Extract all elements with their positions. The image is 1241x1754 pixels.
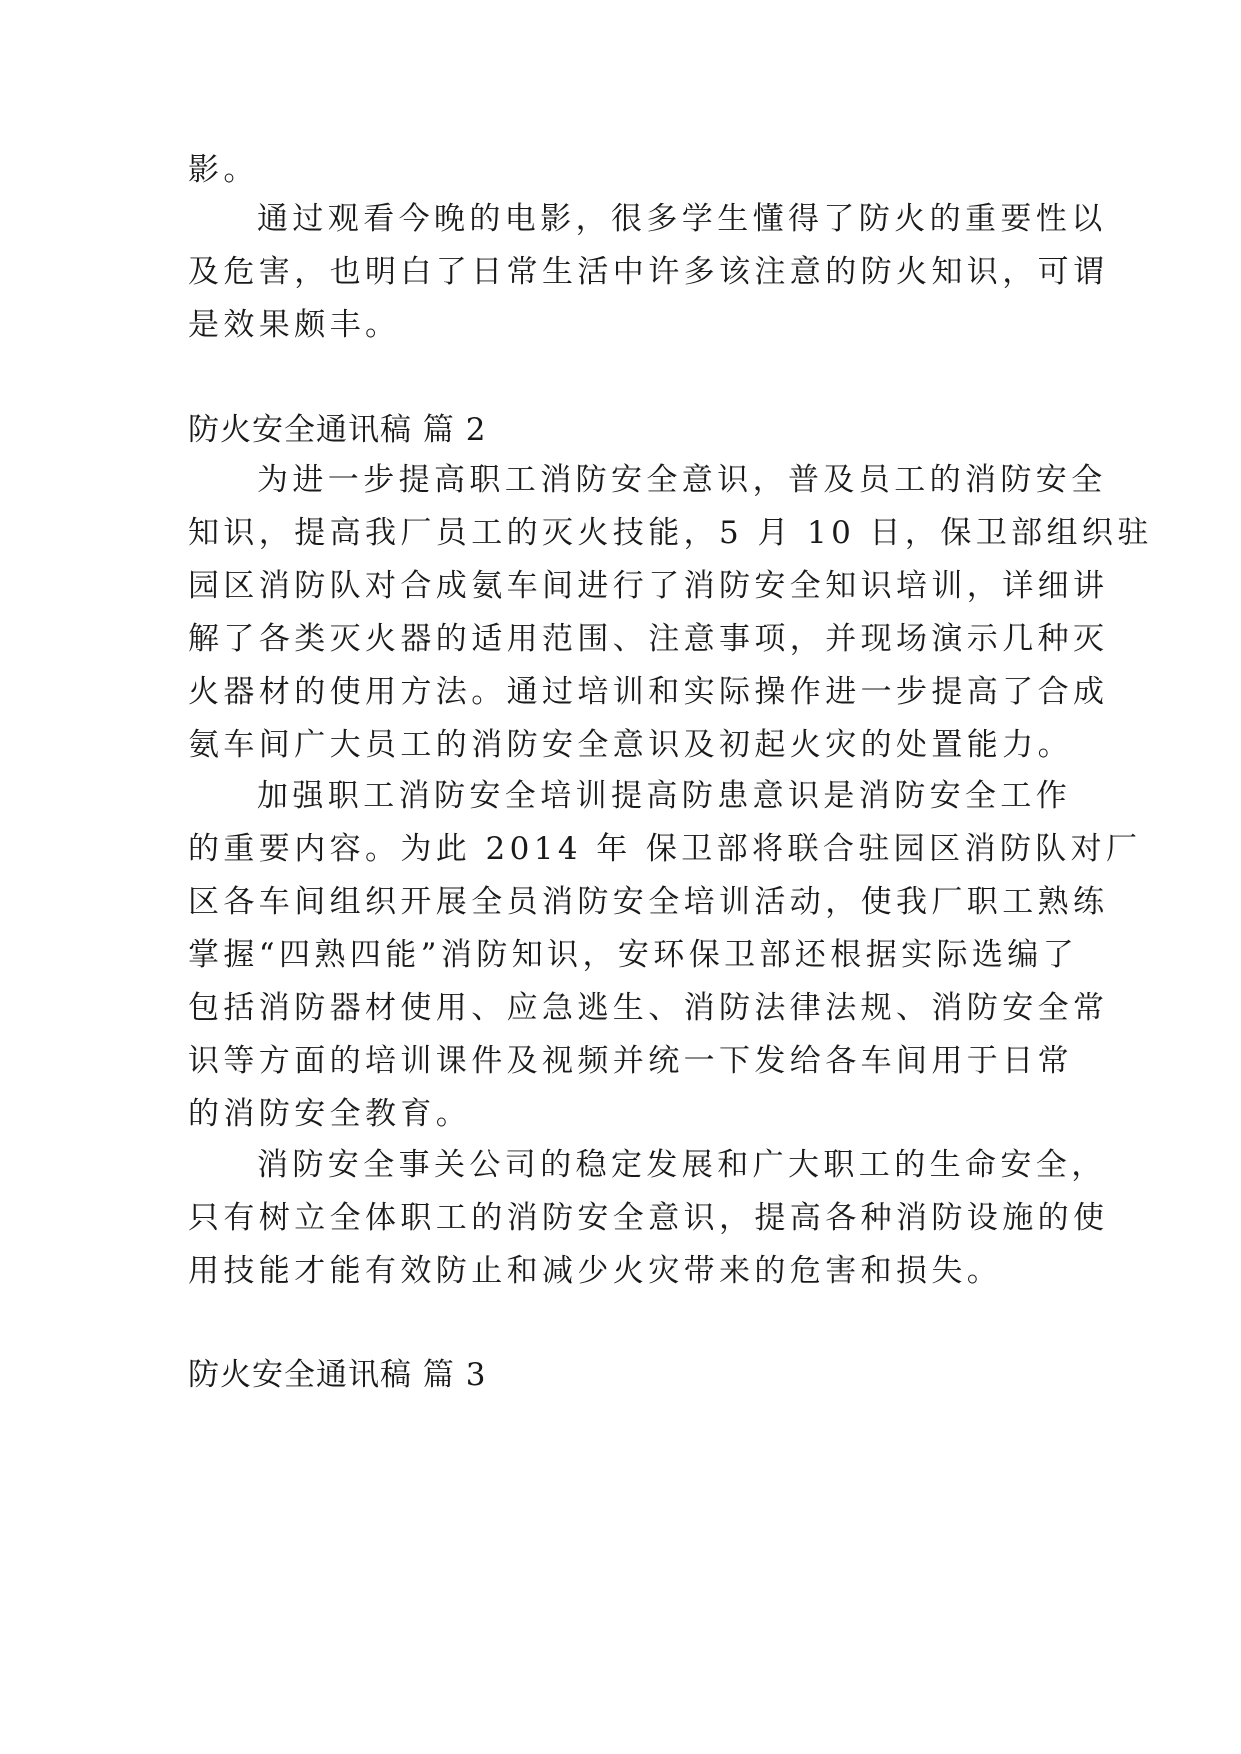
paragraph-line: 识等方面的培训课件及视频并统一下发给各车间用于日常 [188,1043,1073,1079]
paragraph-line: 用技能才能有效防止和减少火灾带来的危害和损失。 [188,1253,1003,1289]
paragraph-line: 区各车间组织开展全员消防安全培训活动，使我厂职工熟练 [188,884,1109,920]
paragraph-line: 氨车间广大员工的消防安全意识及初起火灾的处置能力。 [188,727,1073,763]
paragraph-line: 掌握“四熟四能”消防知识，安环保卫部还根据实际选编了 [188,937,1079,973]
paragraph-line: 消防安全事关公司的稳定发展和广大职工的生命安全， [257,1147,1107,1183]
paragraph-line: 为进一步提高职工消防安全意识，普及员工的消防安全 [257,462,1107,498]
paragraph-line: 的重要内容。为此 2014 年 保卫部将联合驻园区消防队对厂 [188,831,1142,867]
paragraph-line: 及危害，也明白了日常生活中许多该注意的防火知识，可谓 [188,254,1109,290]
paragraph-line: 包括消防器材使用、应急逃生、消防法律法规、消防安全常 [188,990,1109,1026]
section-heading: 防火安全通讯稿 篇 3 [188,1357,487,1393]
paragraph-line: 只有树立全体职工的消防安全意识，提高各种消防设施的使 [188,1200,1109,1236]
paragraph-line: 园区消防队对合成氨车间进行了消防安全知识培训，详细讲 [188,568,1109,604]
paragraph-line: 通过观看今晚的电影，很多学生懂得了防火的重要性以 [257,201,1107,237]
section-heading: 防火安全通讯稿 篇 2 [188,412,487,448]
paragraph-line: 加强职工消防安全培训提高防患意识是消防安全工作 [257,778,1072,814]
paragraph-line: 知识，提高我厂员工的灭火技能，5 月 10 日，保卫部组织驻 [188,515,1153,551]
paragraph-line: 解了各类灭火器的适用范围、注意事项，并现场演示几种灭 [188,621,1109,657]
paragraph-line: 影。 [188,152,259,188]
paragraph-line: 火器材的使用方法。通过培训和实际操作进一步提高了合成 [188,674,1109,710]
paragraph-line: 的消防安全教育。 [188,1096,472,1132]
paragraph-line: 是效果颇丰。 [188,307,401,343]
